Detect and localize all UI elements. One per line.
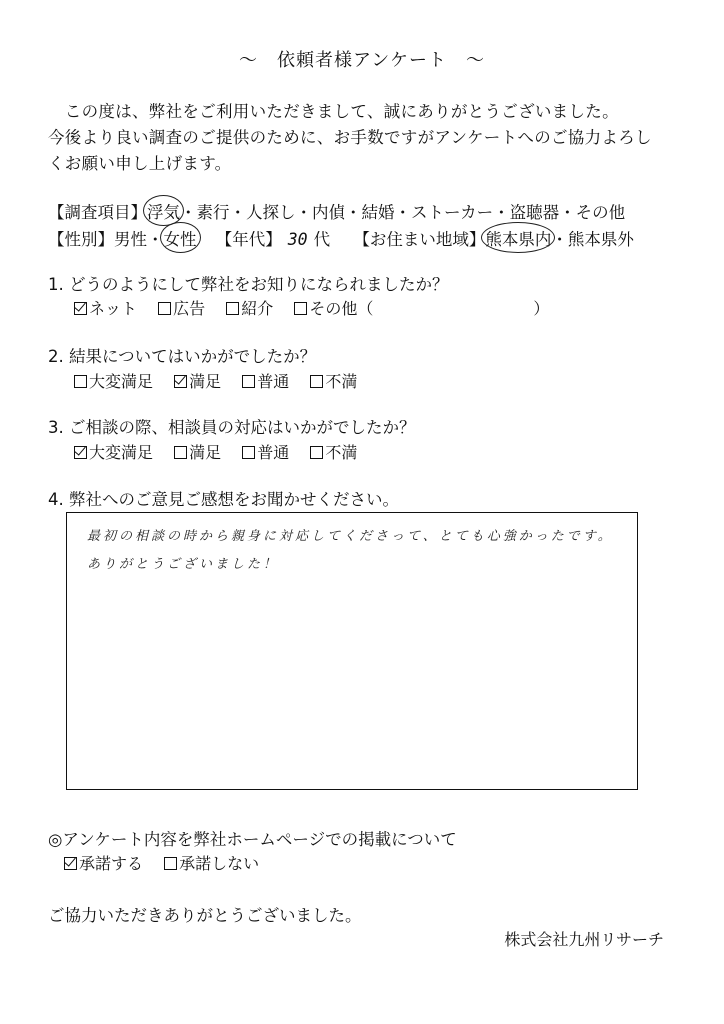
publish-question: ◎アンケート内容を弊社ホームページでの掲載について: [48, 830, 457, 849]
checkbox-icon[interactable]: [74, 375, 87, 388]
region-inside-selected[interactable]: 熊本県内: [485, 226, 551, 250]
gender-female-selected[interactable]: 女性: [164, 226, 197, 250]
company-name: 株式会社九州リサーチ: [504, 930, 664, 949]
q1-option-ad[interactable]: 広告: [158, 296, 205, 319]
checkbox-icon[interactable]: [242, 375, 255, 388]
q1-option-other[interactable]: その他（ ）: [294, 296, 549, 319]
checkbox-checked-icon[interactable]: [74, 302, 87, 315]
checkbox-checked-icon[interactable]: [64, 857, 77, 870]
q3-option-satisfied[interactable]: 満足: [174, 440, 221, 463]
question-1-options: [74, 296, 565, 319]
checkbox-icon[interactable]: [310, 375, 323, 388]
intro-line-3: くお願い申し上げます。: [48, 154, 232, 173]
question-4: 4. 弊社へのご意見ご感想をお聞かせください。: [48, 490, 399, 509]
survey-item[interactable]: 盗聴器: [509, 203, 560, 222]
survey-item[interactable]: 人探し: [246, 203, 296, 222]
survey-item[interactable]: 内偵: [312, 203, 345, 222]
q1-option-referral[interactable]: 紹介: [226, 296, 273, 319]
checkbox-checked-icon[interactable]: [74, 446, 87, 459]
survey-items-row: 【調査項目】浮気・素行・人探し・内偵・結婚・ストーカー・盗聴器・その他: [48, 199, 625, 223]
publish-option-disagree[interactable]: 承諾しない: [164, 851, 259, 874]
survey-item-selected[interactable]: 浮気: [147, 199, 180, 223]
q2-option-satisfied[interactable]: 満足: [174, 369, 221, 392]
survey-title: 〜 依頼者様アンケート 〜: [239, 50, 485, 71]
region-outside[interactable]: 熊本県外: [567, 230, 634, 249]
gender-male[interactable]: 男性: [114, 230, 147, 249]
q3-option-very-satisfied[interactable]: 大変満足: [74, 440, 153, 463]
checkbox-checked-icon[interactable]: [174, 375, 187, 388]
q3-option-unsatisfied[interactable]: 不満: [310, 440, 357, 463]
q2-option-very-satisfied[interactable]: 大変満足: [74, 369, 153, 392]
age-value[interactable]: 30: [287, 230, 308, 249]
survey-item[interactable]: 結婚: [361, 203, 395, 222]
intro-line-2: 今後より良い調査のご提供のために、お手数ですがアンケートへのご協力よろし: [48, 128, 652, 147]
survey-items-label: 【調査項目】: [48, 203, 147, 222]
survey-item[interactable]: 素行: [196, 203, 230, 222]
question-2-options: [74, 369, 373, 392]
survey-item[interactable]: その他: [575, 203, 626, 222]
comment-line-2: ありがとうございました！: [87, 557, 280, 572]
q3-option-normal[interactable]: 普通: [242, 440, 289, 463]
publish-option-agree[interactable]: 承諾する: [64, 851, 143, 874]
publish-options: [64, 851, 275, 874]
checkbox-icon[interactable]: [158, 302, 171, 315]
question-3: 3. ご相談の際、相談員の対応はいかがでしたか？: [48, 418, 416, 437]
age-label: 【年代】: [215, 230, 282, 249]
checkbox-icon[interactable]: [226, 302, 239, 315]
survey-item[interactable]: ストーカー: [411, 203, 494, 222]
profile-row: 【性別】男性・女性 【年代】 30 代 【お住まい地域】熊本県内・熊本県外: [48, 226, 634, 250]
question-1: 1. どうのようにして弊社をお知りになられましたか？: [48, 275, 449, 294]
gender-label: 【性別】: [48, 230, 114, 249]
checkbox-icon[interactable]: [174, 446, 187, 459]
comment-box[interactable]: [66, 512, 638, 790]
thanks-text: ご協力いただきありがとうございました。: [48, 906, 362, 925]
region-label: 【お住まい地域】: [353, 230, 486, 249]
checkbox-icon[interactable]: [294, 302, 307, 315]
q1-option-net[interactable]: ネット: [74, 296, 137, 319]
question-3-options: [74, 440, 373, 463]
checkbox-icon[interactable]: [310, 446, 323, 459]
q2-option-normal[interactable]: 普通: [242, 369, 289, 392]
checkbox-icon[interactable]: [164, 857, 177, 870]
q2-option-unsatisfied[interactable]: 不満: [310, 369, 357, 392]
question-2: 2. 結果についてはいかがでしたか？: [48, 347, 317, 366]
age-suffix: 代: [313, 230, 331, 249]
checkbox-icon[interactable]: [242, 446, 255, 459]
intro-line-1: この度は、弊社をご利用いただきまして、誠にありがとうございました。: [48, 102, 619, 121]
comment-line-1: 最初の相談の時から親身に対応してくださって、とても心強かったです。: [87, 529, 614, 544]
